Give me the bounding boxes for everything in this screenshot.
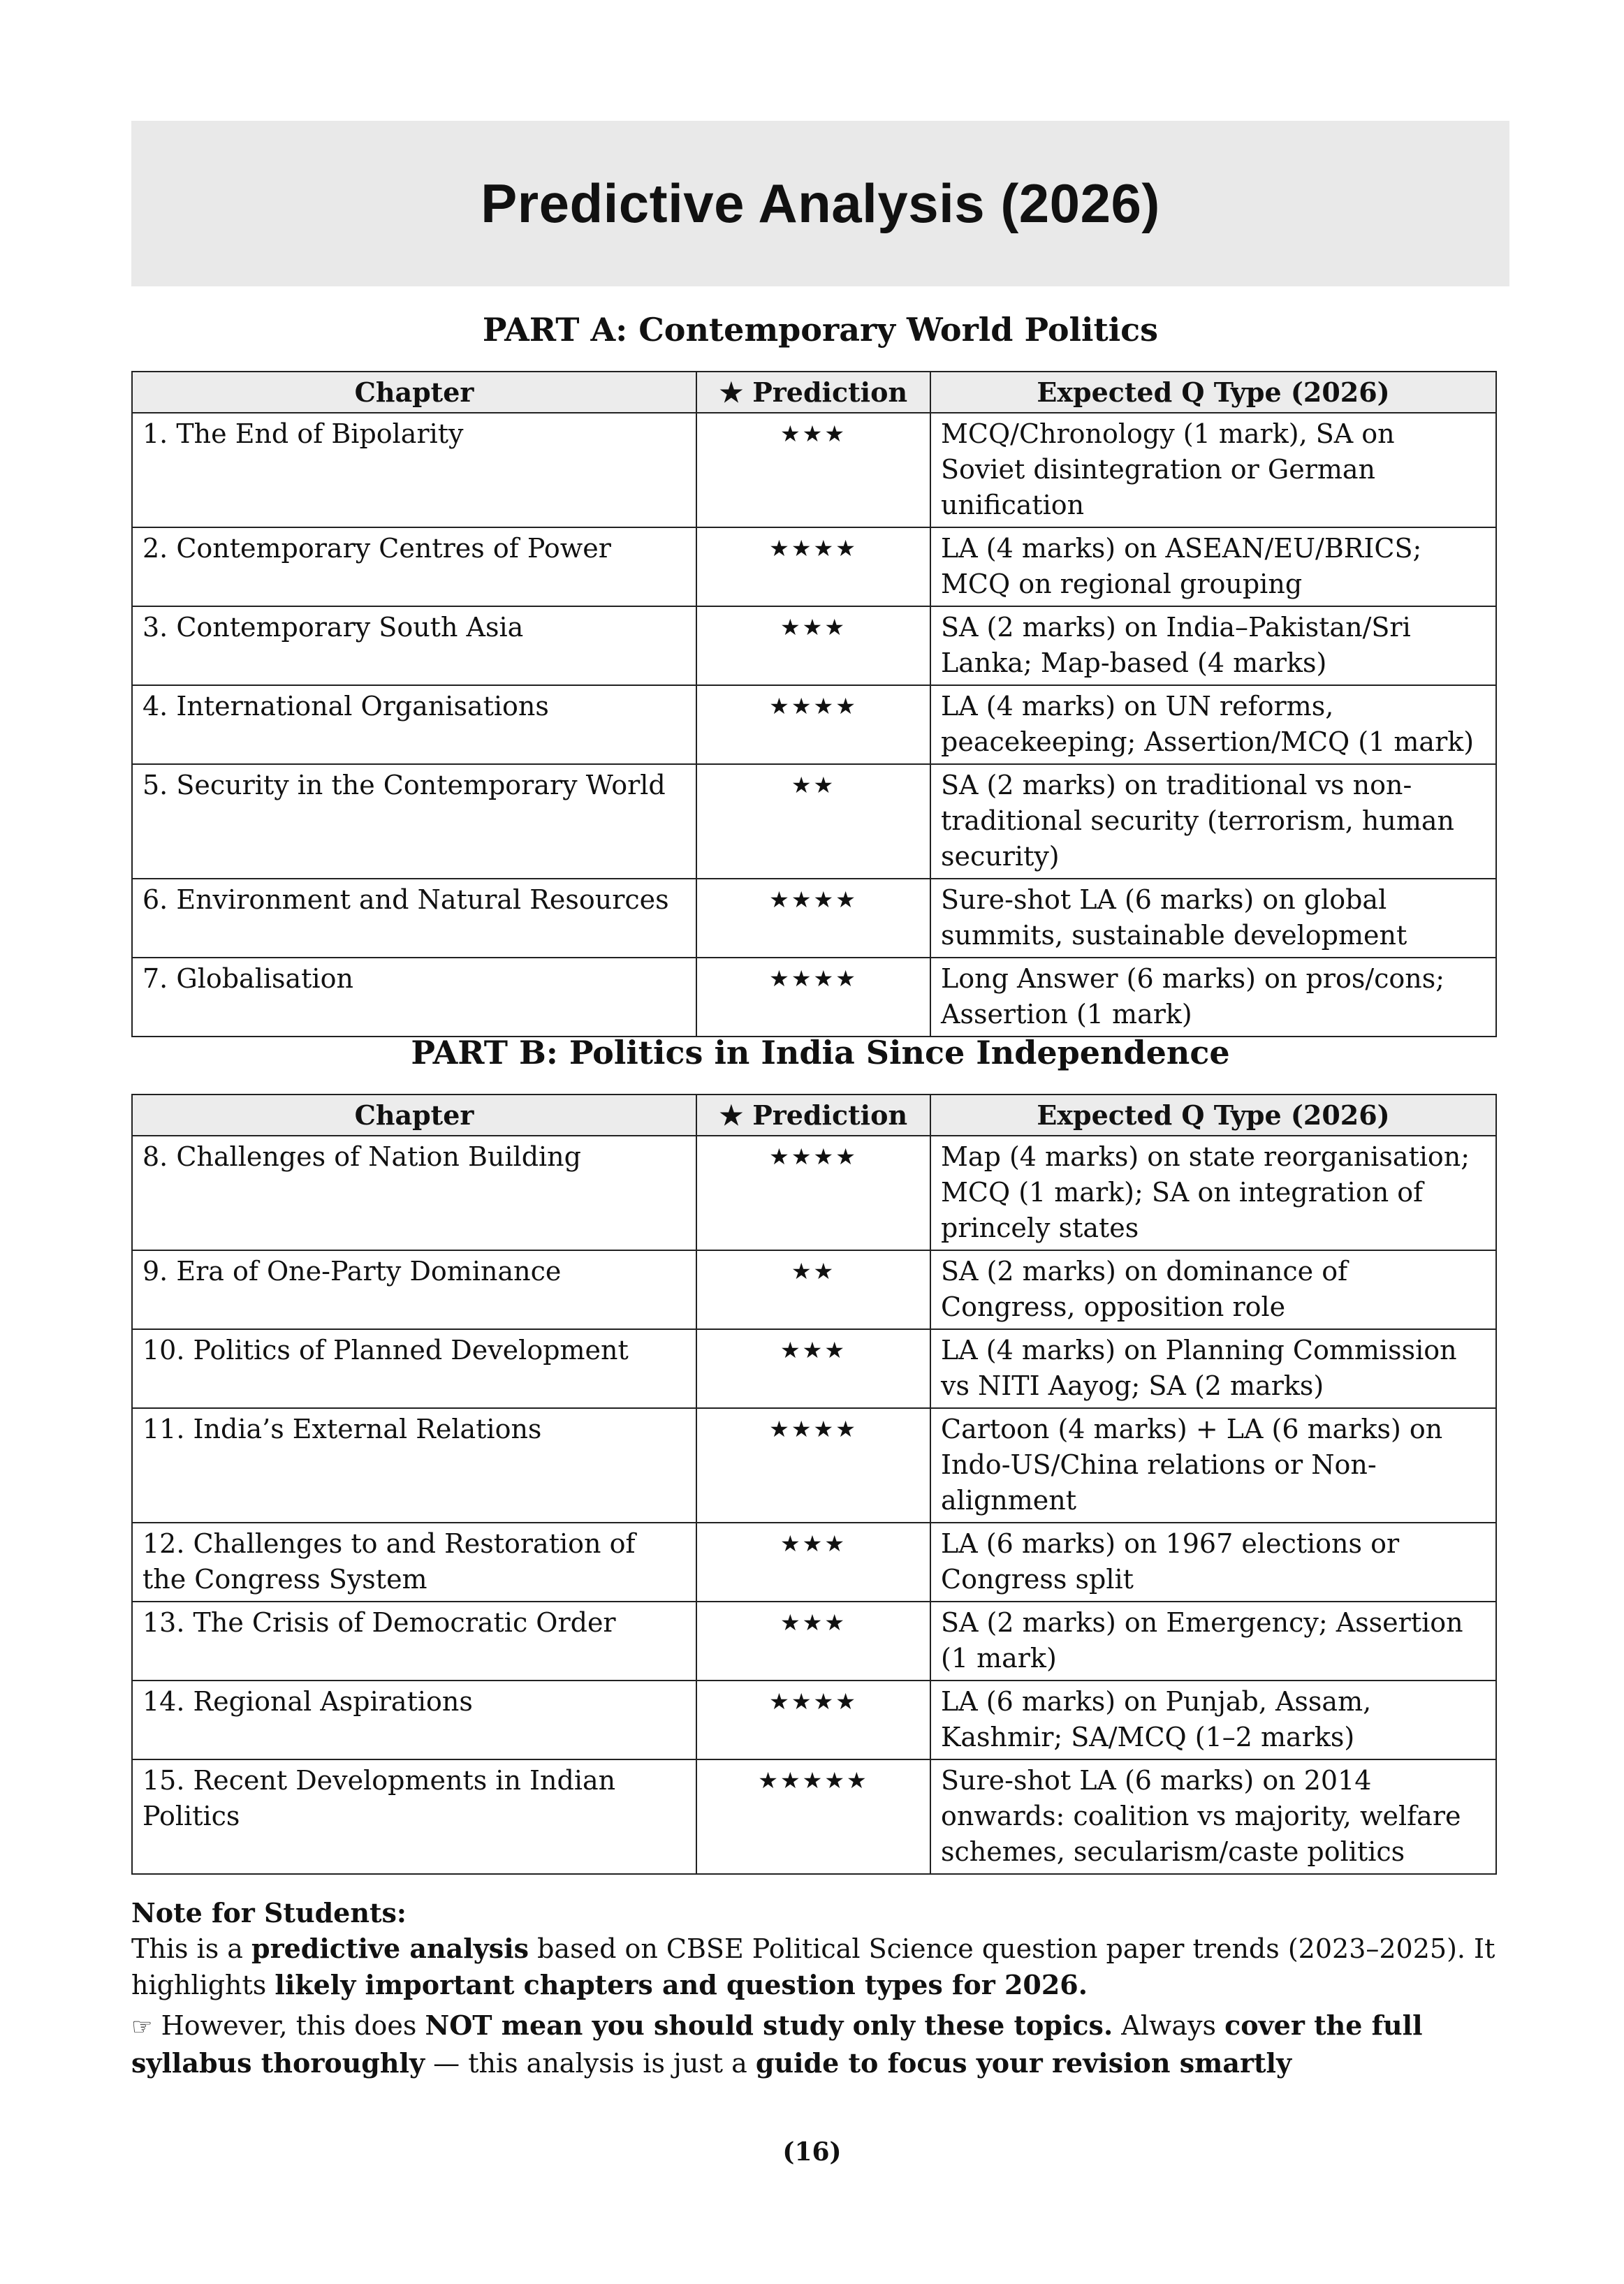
- q-type-cell: SA (2 marks) on Emergency; Assertion (1 mark): [930, 1602, 1496, 1681]
- prediction-stars: ★★: [696, 1250, 930, 1329]
- prediction-stars: ★★★: [696, 413, 930, 527]
- table-row: [132, 1602, 1496, 1681]
- q-type-cell: MCQ/Chronology (1 mark), SA on Soviet disintegration or German unification: [930, 413, 1496, 527]
- prediction-stars: ★★★★★: [696, 1759, 930, 1874]
- chapter-cell: 3. Contemporary South Asia: [132, 606, 696, 685]
- note-emphasis: NOT mean you should study only these topics.: [425, 2010, 1113, 2041]
- q-type-cell: SA (2 marks) on India–Pakistan/Sri Lanka; Map-based (4 marks): [930, 606, 1496, 685]
- page-number: (16): [782, 2137, 842, 2167]
- note-text: Always: [1113, 2010, 1225, 2041]
- column-header-q-type: Expected Q Type (2026): [930, 1095, 1496, 1136]
- q-type-cell: LA (6 marks) on Punjab, Assam, Kashmir; SA/MCQ (1–2 marks): [930, 1681, 1496, 1759]
- prediction-stars: ★★★★: [696, 1681, 930, 1759]
- note-text: This is a: [131, 1933, 252, 1964]
- column-header-prediction: ★ Prediction: [696, 372, 930, 413]
- note-text: However, this does: [152, 2010, 425, 2041]
- title-banner: [131, 121, 1509, 286]
- chapter-cell: 6. Environment and Natural Resources: [132, 879, 696, 958]
- chapter-cell: 11. India’s External Relations: [132, 1408, 696, 1523]
- part-b-table: [131, 1094, 1497, 1875]
- student-note: [131, 1895, 1495, 2081]
- chapter-cell: 2. Contemporary Centres of Power: [132, 527, 696, 606]
- prediction-stars: ★★★: [696, 1602, 930, 1681]
- q-type-cell: Map (4 marks) on state reorganisation; MCQ (1 mark); SA on integration of princely states: [930, 1136, 1496, 1250]
- note-emphasis: likely important chapters and question types for 2026.: [275, 1969, 1088, 2000]
- chapter-cell: 5. Security in the Contemporary World: [132, 764, 696, 879]
- q-type-cell: Long Answer (6 marks) on pros/cons; Assertion (1 mark): [930, 958, 1496, 1037]
- table-row: [132, 958, 1496, 1037]
- table-row: [132, 413, 1496, 527]
- q-type-cell: SA (2 marks) on dominance of Congress, opposition role: [930, 1250, 1496, 1329]
- prediction-stars: ★★★★: [696, 1408, 930, 1523]
- table-row: [132, 1523, 1496, 1602]
- chapter-cell: 8. Challenges of Nation Building: [132, 1136, 696, 1250]
- q-type-cell: Sure-shot LA (6 marks) on global summits, sustainable development: [930, 879, 1496, 958]
- table-row: [132, 685, 1496, 764]
- note-emphasis: predictive analysis: [251, 1933, 529, 1964]
- table-row: [132, 1408, 1496, 1523]
- column-header-chapter: Chapter: [132, 1095, 696, 1136]
- q-type-cell: Cartoon (4 marks) + LA (6 marks) on Indo-US/China relations or Non-alignment: [930, 1408, 1496, 1523]
- table-row: [132, 1329, 1496, 1408]
- part-a-table: [131, 371, 1497, 1037]
- prediction-stars: ★★★★: [696, 879, 930, 958]
- column-header-chapter: Chapter: [132, 372, 696, 413]
- chapter-cell: 9. Era of One-Party Dominance: [132, 1250, 696, 1329]
- table-row: [132, 1250, 1496, 1329]
- chapter-cell: 4. International Organisations: [132, 685, 696, 764]
- table-row: [132, 1136, 1496, 1250]
- note-emphasis: cover the full syllabus thoroughly: [131, 2010, 1423, 2079]
- note-heading: Note for Students:: [131, 1897, 407, 1928]
- table-row: [132, 1681, 1496, 1759]
- prediction-stars: ★★: [696, 764, 930, 879]
- prediction-stars: ★★★★: [696, 958, 930, 1037]
- chapter-cell: 12. Challenges to and Restoration of the Congress System: [132, 1523, 696, 1602]
- q-type-cell: LA (6 marks) on 1967 elections or Congress split: [930, 1523, 1496, 1602]
- prediction-stars: ★★★: [696, 1329, 930, 1408]
- prediction-stars: ★★★: [696, 606, 930, 685]
- chapter-cell: 15. Recent Developments in Indian Politics: [132, 1759, 696, 1874]
- part-a-heading: PART A: Contemporary World Politics: [482, 311, 1159, 349]
- q-type-cell: LA (4 marks) on UN reforms, peacekeeping; Assertion/MCQ (1 mark): [930, 685, 1496, 764]
- prediction-stars: ★★★★: [696, 527, 930, 606]
- column-header-prediction: ★ Prediction: [696, 1095, 930, 1136]
- q-type-cell: Sure-shot LA (6 marks) on 2014 onwards: coalition vs majority, welfare schemes, secularism/caste politics: [930, 1759, 1496, 1874]
- note-text: — this analysis is just a: [425, 2048, 756, 2079]
- table-row: [132, 764, 1496, 879]
- page-title: Predictive Analysis (2026): [481, 173, 1160, 234]
- note-emphasis: guide to focus your revision smartly: [755, 2047, 1292, 2079]
- note-warning-paragraph: [131, 2007, 1495, 2081]
- pointing-hand-icon: ☞: [131, 2013, 153, 2041]
- table-row: [132, 527, 1496, 606]
- prediction-stars: ★★★★: [696, 1136, 930, 1250]
- prediction-stars: ★★★★: [696, 685, 930, 764]
- chapter-cell: 10. Politics of Planned Development: [132, 1329, 696, 1408]
- table-row: [132, 606, 1496, 685]
- table-header-row: [132, 1095, 1496, 1136]
- q-type-cell: SA (2 marks) on traditional vs non-traditional security (terrorism, human security): [930, 764, 1496, 879]
- chapter-cell: 7. Globalisation: [132, 958, 696, 1037]
- note-paragraph: [131, 1931, 1495, 2003]
- part-b-heading: PART B: Politics in India Since Independence: [411, 1034, 1230, 1071]
- table-row: [132, 1759, 1496, 1874]
- column-header-q-type: Expected Q Type (2026): [930, 372, 1496, 413]
- chapter-cell: 1. The End of Bipolarity: [132, 413, 696, 527]
- q-type-cell: LA (4 marks) on Planning Commission vs NITI Aayog; SA (2 marks): [930, 1329, 1496, 1408]
- chapter-cell: 13. The Crisis of Democratic Order: [132, 1602, 696, 1681]
- table-row: [132, 879, 1496, 958]
- q-type-cell: LA (4 marks) on ASEAN/EU/BRICS; MCQ on regional grouping: [930, 527, 1496, 606]
- prediction-stars: ★★★: [696, 1523, 930, 1602]
- chapter-cell: 14. Regional Aspirations: [132, 1681, 696, 1759]
- table-header-row: [132, 372, 1496, 413]
- note-text: based on CBSE Political Science question paper trends (2023–2025). It highlights: [131, 1933, 1495, 2000]
